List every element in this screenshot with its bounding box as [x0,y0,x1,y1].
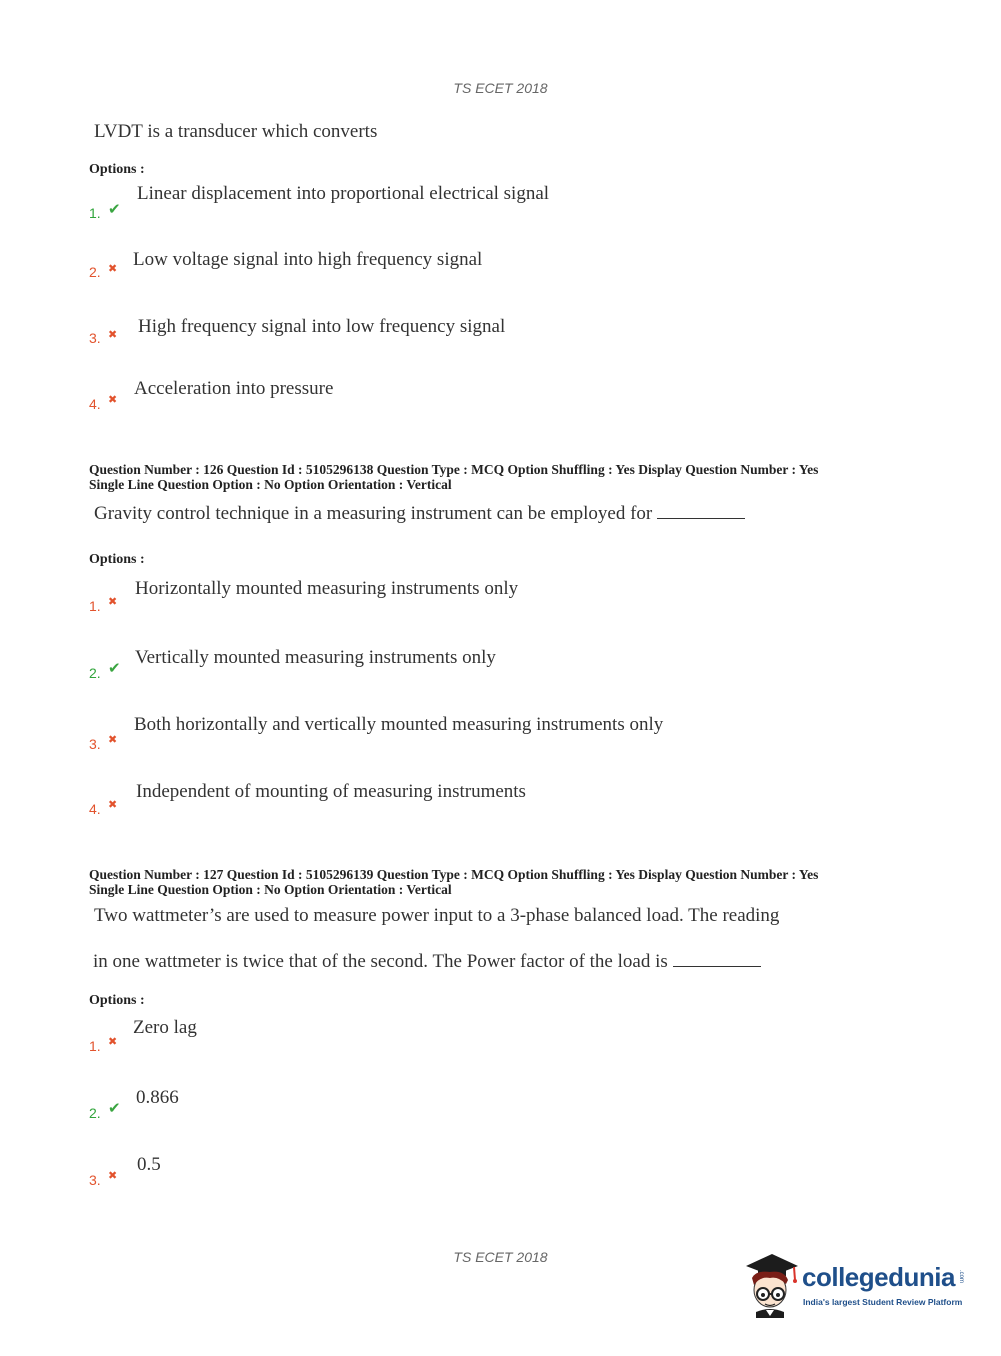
question-text: LVDT is a transducer which converts [94,121,378,142]
page-footer: TS ECET 2018 [453,1249,548,1265]
student-mascot-icon [742,1250,800,1322]
option-number: 4. [89,801,101,817]
cross-icon: ✖ [108,262,118,275]
collegedunia-logo [742,1250,972,1322]
option-number: 3. [89,1172,101,1188]
cross-icon: ✖ [108,1035,118,1048]
check-icon: ✔ [108,1099,121,1117]
option-number: 1. [89,205,101,221]
option-text: Linear displacement into proportional electrical signal [137,183,550,204]
question-text-line: Gravity control technique in a measuring instrument can be employed for [94,503,653,524]
option-text: Zero lag [133,1017,197,1038]
cross-icon: ✖ [108,328,118,341]
question-meta-line: Question Number : 126 Question Id : 5105296138 Question Type : MCQ Option Shuffling : Yes Display Question Number : Yes [89,462,819,477]
cross-icon: ✖ [108,1169,118,1182]
question-meta-line: Single Line Question Option : No Option Orientation : Vertical [89,882,452,897]
check-icon: ✔ [108,200,121,218]
page-header: TS ECET 2018 [453,80,548,96]
question-meta-line: Question Number : 127 Question Id : 5105296139 Question Type : MCQ Option Shuffling : Yes Display Question Number : Yes [89,867,819,882]
question-text: Two wattmeter’s are used to measure power input to a 3-phase balanced load. The reading [94,905,780,926]
option-text: 0.5 [137,1154,161,1175]
question-meta [89,867,818,897]
options-label: Options : [89,162,145,177]
question-text [93,951,761,973]
logo-wordmark: collegedunia [802,1262,955,1292]
option-text: Acceleration into pressure [134,378,334,399]
options-label: Options : [89,993,145,1008]
option-text: Horizontally mounted measuring instruments only [135,578,519,599]
answer-blank [673,965,761,967]
question-meta [89,462,818,492]
option-text: Independent of mounting of measuring instruments [136,781,526,802]
question-text [94,503,745,525]
question-text-line: in one wattmeter is twice that of the second. The Power factor of the load is [93,951,668,972]
check-icon: ✔ [108,659,121,677]
cross-icon: ✖ [108,733,118,746]
answer-blank [657,517,745,519]
option-number: 2. [89,665,101,681]
option-number: 3. [89,330,101,346]
question-meta-line: Single Line Question Option : No Option Orientation : Vertical [89,477,452,492]
cross-icon: ✖ [108,393,118,406]
option-text: Both horizontally and vertically mounted measuring instruments only [134,714,664,735]
cross-icon: ✖ [108,798,118,811]
option-text: 0.866 [136,1087,179,1108]
option-text: Vertically mounted measuring instruments only [135,647,496,668]
option-number: 2. [89,264,101,280]
option-number: 3. [89,736,101,752]
cross-icon: ✖ [108,595,118,608]
logo-domain-suffix: .com [958,1270,964,1284]
option-number: 1. [89,598,101,614]
option-text: High frequency signal into low frequency signal [138,316,506,337]
option-number: 2. [89,1105,101,1121]
option-number: 4. [89,396,101,412]
logo-tagline: India's largest Student Review Platform [803,1297,963,1307]
option-number: 1. [89,1038,101,1054]
options-label: Options : [89,552,145,567]
option-text: Low voltage signal into high frequency signal [133,249,483,270]
